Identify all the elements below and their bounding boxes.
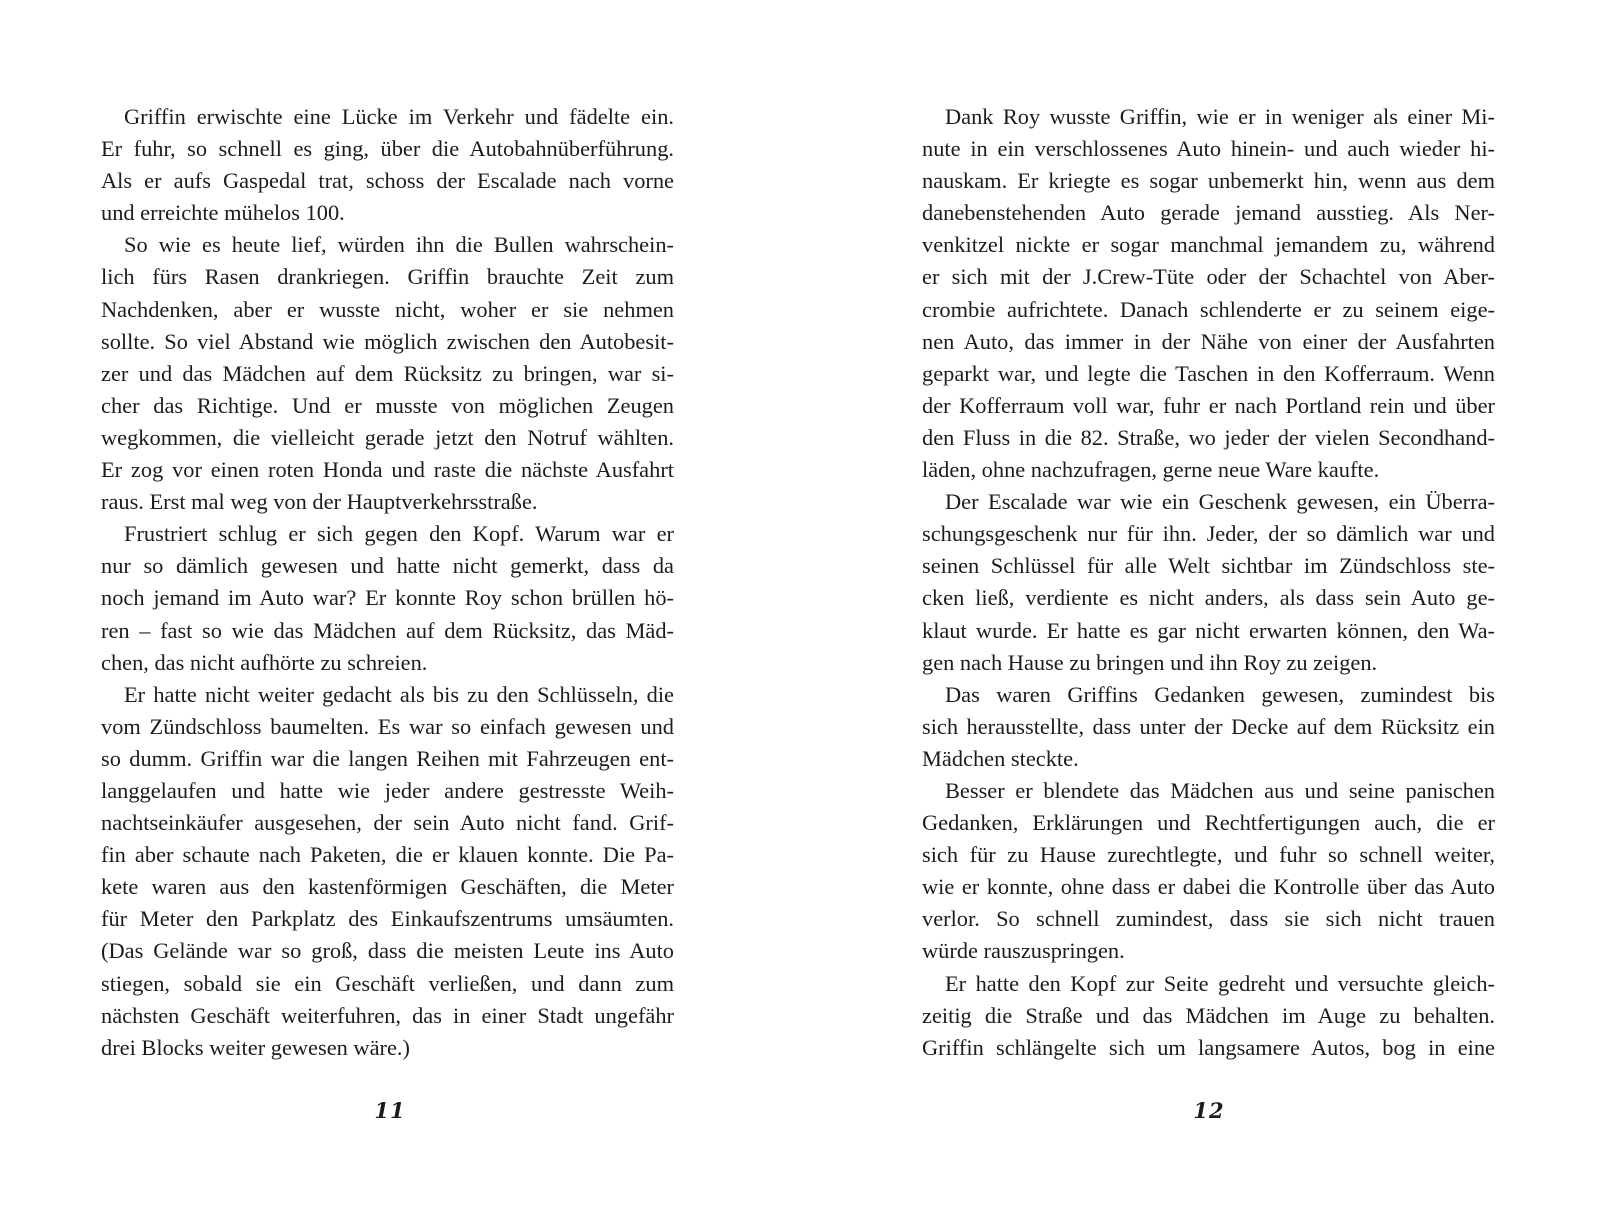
text-line: venkitzel nickte er sogar manchmal jemandem zu, während: [922, 232, 1495, 258]
text-line: So wie es heute lief, würden ihn die Bullen wahrschein-: [124, 232, 674, 258]
text-line: zeitig die Straße und das Mädchen im Auge zu behalten.: [922, 1002, 1495, 1028]
text-line: langgelaufen und hatte wie jeder andere gestresste Weih-: [101, 777, 674, 803]
left-page: [101, 101, 674, 1064]
text-line: Gedanken, Erklärungen und Rechtfertigungen auch, die er: [922, 810, 1495, 836]
text-line: Griffin schlängelte sich um langsamere Autos, bog in eine: [922, 1034, 1495, 1060]
text-line: drei Blocks weiter gewesen wäre.): [101, 1034, 410, 1060]
right-page: [922, 101, 1495, 1064]
text-line: nur so dämlich gewesen und hatte nicht gemerkt, dass da: [101, 553, 674, 579]
text-line: nauskam. Er kriegte es sogar unbemerkt hin, wenn aus dem: [922, 168, 1495, 194]
text-line: Besser er blendete das Mädchen aus und seine panischen: [945, 777, 1495, 803]
text-line: nachtseinkäufer ausgesehen, der sein Auto nicht fand. Grif-: [101, 810, 674, 836]
text-line: noch jemand im Auto war? Er konnte Roy schon brüllen hö-: [101, 585, 674, 611]
text-line: Er hatte den Kopf zur Seite gedreht und versuchte gleich-: [945, 970, 1495, 996]
text-line: Der Escalade war wie ein Geschenk gewesen, ein Überra-: [945, 489, 1495, 515]
text-line: nen Auto, das immer in der Nähe von einer der Ausfahrten: [922, 328, 1495, 354]
text-line: seinen Schlüssel für alle Welt sichtbar im Zündschloss ste-: [922, 553, 1495, 579]
text-line: er sich mit der J.Crew-Tüte oder der Schachtel von Aber-: [922, 264, 1495, 290]
text-line: läden, ohne nachzufragen, gerne neue Ware kaufte.: [922, 457, 1380, 483]
text-line: für Meter den Parkplatz des Einkaufszentrums umsäumten.: [101, 906, 674, 932]
text-line: Griffin erwischte eine Lücke im Verkehr und fädelte ein.: [124, 104, 674, 129]
text-line: geparkt war, und legte die Taschen in den Kofferraum. Wenn: [922, 360, 1495, 386]
text-line: würde rauszuspringen.: [922, 938, 1125, 964]
text-line: stiegen, sobald sie ein Geschäft verließen, und dann zum: [101, 970, 674, 996]
text-line: fin aber schaute nach Paketen, die er klauen konnte. Die Pa-: [101, 842, 674, 868]
text-line: lich fürs Rasen drankriegen. Griffin brauchte Zeit zum: [101, 264, 674, 290]
text-line: der Kofferraum voll war, fuhr er nach Portland rein und über: [922, 392, 1495, 418]
text-line: sich für zu Hause zurechtlegte, und fuhr so schnell weiter,: [922, 842, 1495, 868]
text-line: Als er aufs Gaspedal trat, schoss der Escalade nach vorne: [101, 168, 674, 194]
text-line: Nachdenken, aber er wusste nicht, woher er sie nehmen: [101, 296, 674, 322]
text-line: nute in ein verschlossenes Auto hinein- und auch wieder hi-: [922, 136, 1495, 162]
left-page-number: 11: [374, 1098, 406, 1123]
text-line: zer und das Mädchen auf dem Rücksitz zu bringen, war si-: [101, 360, 674, 386]
text-line: und erreichte mühelos 100.: [101, 200, 345, 226]
text-line: vom Zündschloss baumelten. Es war so einfach gewesen und: [101, 713, 674, 739]
text-line: sich herausstellte, dass unter der Decke auf dem Rücksitz ein: [922, 713, 1495, 739]
text-line: wegkommen, die vielleicht gerade jetzt den Notruf wählten.: [101, 424, 674, 450]
text-line: Er hatte nicht weiter gedacht als bis zu den Schlüsseln, die: [124, 681, 674, 707]
text-line: nächsten Geschäft weiterfuhren, das in einer Stadt ungefähr: [101, 1002, 674, 1028]
text-line: (Das Gelände war so groß, dass die meisten Leute ins Auto: [101, 938, 674, 964]
text-line: den Fluss in die 82. Straße, wo jeder der vielen Secondhand-: [922, 424, 1495, 450]
text-line: cken ließ, verdiente es nicht anders, als dass sein Auto ge-: [922, 585, 1495, 611]
text-line: schungsgeschenk nur für ihn. Jeder, der so dämlich war und: [922, 521, 1495, 547]
text-line: sollte. So viel Abstand wie möglich zwischen den Autobesit-: [101, 328, 674, 354]
text-line: so dumm. Griffin war die langen Reihen mit Fahrzeugen ent-: [101, 745, 674, 771]
text-line: Frustriert schlug er sich gegen den Kopf. Warum war er: [124, 521, 674, 547]
right-page-number: 12: [1193, 1098, 1225, 1123]
text-line: gen nach Hause zu bringen und ihn Roy zu zeigen.: [922, 649, 1378, 675]
text-line: Mädchen steckte.: [922, 745, 1079, 771]
text-line: cher das Richtige. Und er musste von möglichen Zeugen: [101, 392, 674, 418]
text-line: raus. Erst mal weg von der Hauptverkehrsstraße.: [101, 489, 538, 515]
text-line: ren – fast so wie das Mädchen auf dem Rücksitz, das Mäd-: [101, 617, 674, 643]
text-line: Er zog vor einen roten Honda und raste die nächste Ausfahrt: [101, 457, 674, 483]
text-line: danebenstehenden Auto gerade jemand ausstieg. Als Ner-: [922, 200, 1495, 226]
text-line: Er fuhr, so schnell es ging, über die Autobahnüberführung.: [101, 136, 674, 162]
text-line: wie er konnte, ohne dass er dabei die Kontrolle über das Auto: [922, 874, 1495, 900]
text-line: kete waren aus den kastenförmigen Geschäften, die Meter: [101, 874, 674, 900]
text-line: Das waren Griffins Gedanken gewesen, zumindest bis: [945, 681, 1495, 707]
text-line: crombie aufrichtete. Danach schlenderte er zu seinem eige-: [922, 296, 1495, 322]
text-line: verlor. So schnell zumindest, dass sie sich nicht trauen: [922, 906, 1495, 932]
text-line: chen, das nicht aufhörte zu schreien.: [101, 649, 428, 675]
text-line: Dank Roy wusste Griffin, wie er in weniger als einer Mi-: [945, 104, 1495, 129]
text-line: klaut wurde. Er hatte es gar nicht erwarten können, den Wa-: [922, 617, 1495, 643]
